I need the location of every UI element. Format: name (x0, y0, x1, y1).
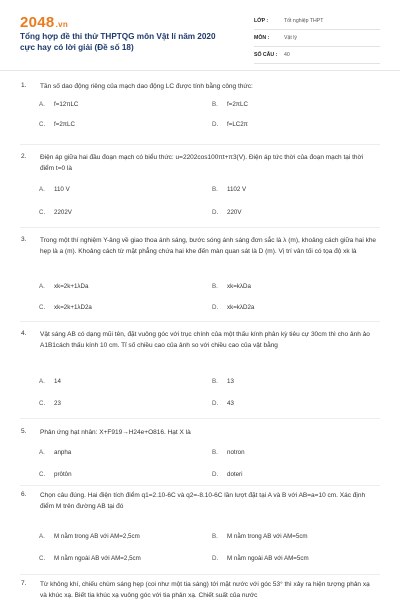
question-divider (20, 227, 380, 228)
question-number: 5. (21, 428, 27, 435)
question-divider (20, 418, 380, 419)
meta-class-label: LỚP : (254, 18, 269, 24)
question-text: Từ không khí, chiếu chùm sáng hẹp (coi như một tia sáng) tới mặt nước với góc 53° thì xảy ra hiện tượng phản xạ và khúc xạ. Biết tia khúc xạ vuông góc với tia phản xạ. Chiết suất của nước (40, 581, 370, 599)
meta-class-value: Tốt nghiệp THPT (284, 18, 324, 24)
site-logo[interactable] (20, 14, 68, 31)
logo-main: 2048 (20, 14, 55, 31)
meta-subject (254, 33, 380, 47)
question-number: 4. (21, 330, 27, 337)
meta-count-value: 40 (284, 52, 290, 58)
question-text: Điện áp giữa hai đầu đoạn mạch có biểu thức: u=2202cos100πt+π3(V). Điện áp tức thời của đoạn mạch tại thời điểm t=0 là (40, 154, 364, 172)
meta-count-label: SỐ CÂU : (254, 52, 278, 58)
document-title: Tổng hợp đề thi thử THPTQG môn Vật lí năm 2020 cực hay có lời giải (Đề số 18) (20, 32, 216, 52)
meta-subject-label: MÔN : (254, 35, 270, 41)
question-divider (20, 144, 380, 145)
meta-subject-value: Vật lý (284, 35, 297, 41)
logo-suffix: .vn (55, 20, 69, 29)
question-text: Phản ứng hạt nhân: X+F919→H24e+O816. Hạt X là (40, 429, 191, 436)
question-text: Trong một thí nghiệm Y-âng về giao thoa ánh sáng, bước sóng ánh sáng đơn sắc là λ (m), khoảng cách giữa hai khe hẹp là a (m). Khoảng cách từ mặt phẳng chứa hai khe đến màn quan sát là D (m). Vị trí vân tối có tọa độ xk là (40, 237, 377, 255)
document-header (0, 0, 400, 68)
question-divider (20, 321, 380, 322)
question-number: 6. (21, 491, 27, 498)
question-text: Tần số dao động riêng của mạch dao động LC được tính bằng công thức: (40, 83, 253, 90)
meta-class (254, 16, 380, 30)
header-divider (0, 70, 400, 71)
question-number: 2. (21, 153, 27, 160)
question-divider (20, 485, 380, 486)
question-number: 3. (21, 236, 27, 243)
question-divider (20, 574, 380, 575)
question-text: Chọn câu đúng. Hai điện tích điểm q1=2.10-6C và q2=-8.10-6C lần lượt đặt tại A và B với AB=a=10 cm. Xác định điểm M trên đường AB tại đó (40, 492, 366, 510)
question-text: Vật sáng AB có dạng mũi tên, đặt vuông góc với trục chính của một thấu kính phân kỳ tiêu cự 30cm thì cho ảnh ảo A1B1cách thấu kính 10 cm. Tỉ số chiều cao của ảnh so với chiều cao của vật bằng (40, 331, 370, 349)
question-number: 1. (21, 82, 27, 89)
question-number: 7. (21, 580, 27, 587)
document-meta (254, 16, 380, 67)
meta-count (254, 50, 380, 64)
